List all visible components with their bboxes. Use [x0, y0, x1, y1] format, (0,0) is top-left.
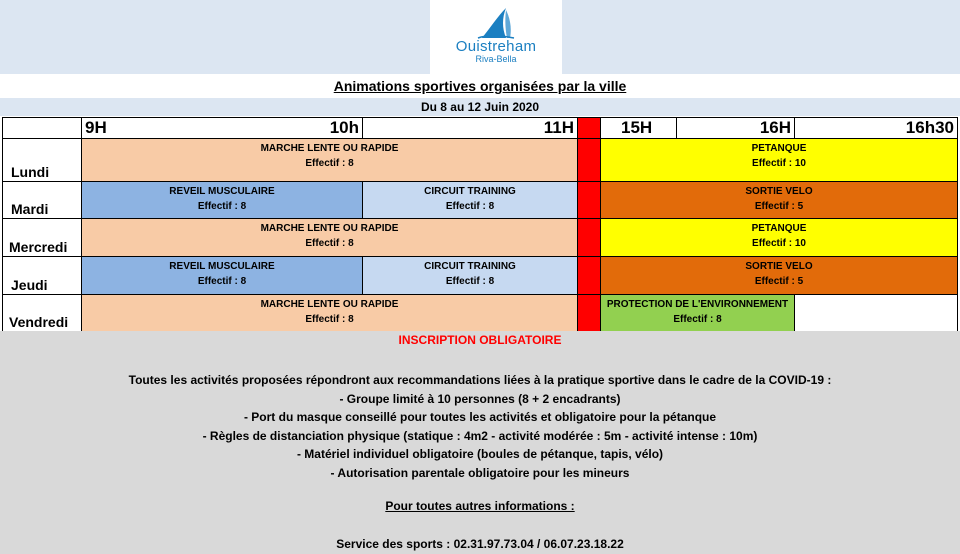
day-mardi: Mardi [2, 181, 82, 219]
day-lundi: Lundi [2, 138, 82, 182]
inscription-notice: INSCRIPTION OBLIGATOIRE [398, 333, 562, 347]
activity-marche-mercredi: MARCHE LENTE OU RAPIDE Effectif : 8 [81, 218, 578, 257]
rule-group: - Groupe limité à 10 personnes (8 + 2 encadrants) [339, 391, 621, 406]
activity-environnement-vendredi: PROTECTION DE L'ENVIRONNEMENT Effectif : 8 [600, 294, 795, 332]
separator-header [577, 117, 601, 139]
separator-jeudi [577, 256, 601, 295]
sail-logo-icon [476, 6, 516, 40]
rule-parental: - Autorisation parentale obligatoire pour les mineurs [330, 465, 630, 480]
activity-circuit-mardi: CIRCUIT TRAINING Effectif : 8 [362, 181, 578, 219]
separator-vendredi [577, 294, 601, 332]
activity-reveil-mardi: REVEIL MUSCULAIRE Effectif : 8 [81, 181, 363, 219]
time-16h30: 16h30 [794, 117, 958, 139]
day-vendredi: Vendredi [2, 294, 82, 332]
time-16h: 16H [676, 117, 795, 139]
rule-distancing: - Règles de distanciation physique (statique : 4m2 - activité modérée : 5m - activité intense : 10m) [202, 428, 758, 443]
separator-lundi [577, 138, 601, 182]
logo [430, 0, 562, 74]
contact-phones: Service des sports : 02.31.97.73.04 / 06.07.23.18.22 [336, 537, 624, 551]
empty-slot-vendredi [794, 294, 958, 332]
time-11h: 11H [362, 117, 578, 139]
rule-mask: - Port du masque conseillé pour toutes les activités et obligatoire pour la pétanque [243, 410, 717, 424]
date-range: Du 8 au 12 Juin 2020 [420, 100, 540, 114]
time-15h: 15H [600, 117, 677, 139]
logo-subtitle: Riva-Bella [475, 54, 517, 64]
separator-mercredi [577, 218, 601, 257]
date-band [0, 98, 960, 116]
separator-mardi [577, 181, 601, 219]
activity-velo-mardi: SORTIE VELO Effectif : 5 [600, 181, 958, 219]
day-mercredi: Mercredi [2, 218, 82, 257]
activity-petanque-lundi: PETANQUE Effectif : 10 [600, 138, 958, 182]
more-info-heading: Pour toutes autres informations : [385, 499, 575, 513]
rules-intro: Toutes les activités proposées répondront aux recommandations liées à la pratique sportive dans le cadre de la COVID-19 : [128, 373, 832, 387]
rule-equipment: - Matériel individuel obligatoire (boules de pétanque, tapis, vélo) [296, 447, 664, 461]
time-9h-10h [81, 117, 363, 139]
notes-section [0, 331, 960, 554]
activity-petanque-mercredi: PETANQUE Effectif : 10 [600, 218, 958, 257]
activity-velo-jeudi: SORTIE VELO Effectif : 5 [600, 256, 958, 295]
time-9h: 9H [85, 118, 107, 137]
covid-rules [0, 371, 960, 482]
page-title: Animations sportives organisées par la ville [333, 78, 627, 94]
corner-cell [2, 117, 82, 139]
title-band [0, 74, 960, 98]
day-jeudi: Jeudi [2, 256, 82, 295]
logo-name: Ouistreham [455, 38, 537, 55]
activity-marche-vendredi: MARCHE LENTE OU RAPIDE Effectif : 8 [81, 294, 578, 332]
activity-marche-lundi: MARCHE LENTE OU RAPIDE Effectif : 8 [81, 138, 578, 182]
activity-reveil-jeudi: REVEIL MUSCULAIRE Effectif : 8 [81, 256, 363, 295]
header-band [0, 0, 960, 74]
activity-circuit-jeudi: CIRCUIT TRAINING Effectif : 8 [362, 256, 578, 295]
time-10h: 10h [329, 118, 359, 137]
